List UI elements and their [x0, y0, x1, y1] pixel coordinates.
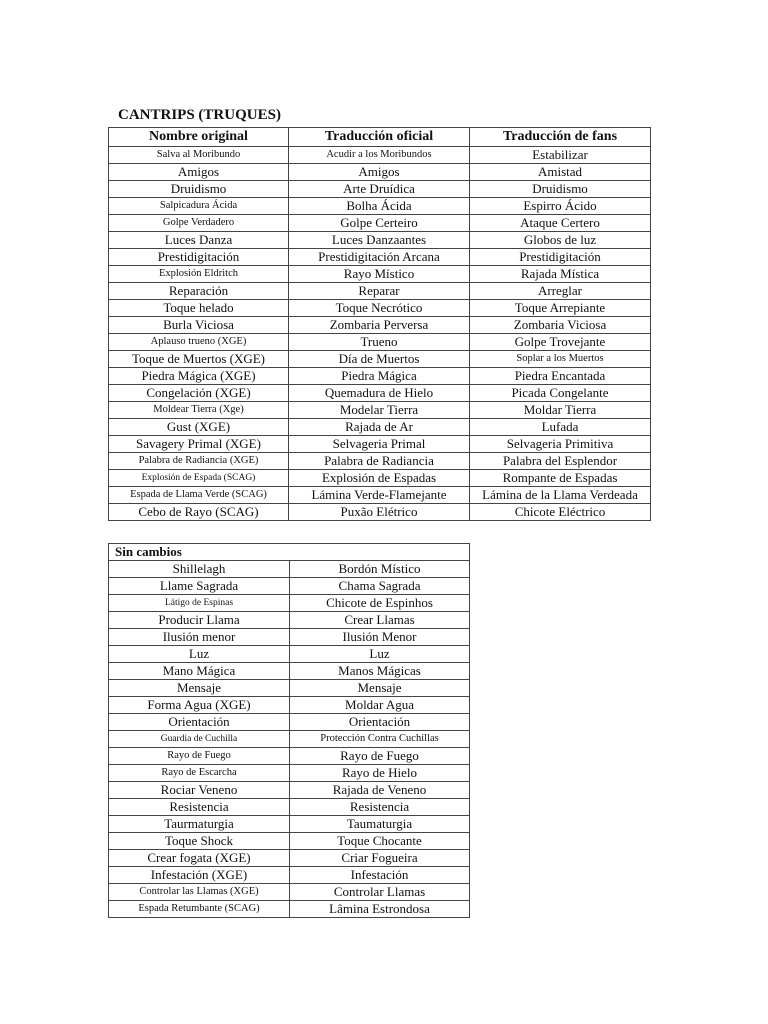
section-header-unchanged: Sin cambios: [109, 544, 470, 561]
page-title: CANTRIPS (TRUQUES): [118, 107, 281, 123]
translation-cell: Chama Sagrada: [290, 578, 470, 595]
translation-cell: Criar Fogueira: [290, 850, 470, 867]
official-translation-cell: Luces Danzaantes: [289, 232, 470, 249]
unchanged-table-body: [109, 544, 470, 918]
fan-translation-cell: Soplar a los Muertos: [470, 351, 651, 368]
translation-cell: Crear Llamas: [290, 612, 470, 629]
official-translation-cell: Rayo Místico: [289, 266, 470, 283]
fan-translation-cell: Prestidigitación: [470, 249, 651, 266]
original-name-cell: Druidismo: [109, 181, 289, 198]
table-row: [109, 816, 470, 833]
original-name-cell: Ilusión menor: [109, 629, 290, 646]
fan-translation-cell: Amistad: [470, 164, 651, 181]
original-name-cell: Rayo de Escarcha: [109, 765, 290, 782]
fan-translation-cell: Estabilizar: [470, 147, 651, 164]
fan-translation-cell: Selvageria Primitiva: [470, 436, 651, 453]
table-row: [109, 867, 470, 884]
translation-cell: Luz: [290, 646, 470, 663]
original-name-cell: Rociar Veneno: [109, 782, 290, 799]
original-name-cell: Salpicadura Ácida: [109, 198, 289, 215]
original-name-cell: Taurmaturgia: [109, 816, 290, 833]
original-name-cell: Luces Danza: [109, 232, 289, 249]
table-row: [109, 470, 651, 487]
translation-cell: Resistencia: [290, 799, 470, 816]
fan-translation-cell: Druidismo: [470, 181, 651, 198]
original-name-cell: Congelación (XGE): [109, 385, 289, 402]
fan-translation-cell: Globos de luz: [470, 232, 651, 249]
table-row: [109, 646, 470, 663]
official-translation-cell: Prestidigitación Arcana: [289, 249, 470, 266]
original-name-cell: Palabra de Radiancia (XGE): [109, 453, 289, 470]
table-row: [109, 487, 651, 504]
fan-translation-cell: Lufada: [470, 419, 651, 436]
original-name-cell: Luz: [109, 646, 290, 663]
original-name-cell: Resistencia: [109, 799, 290, 816]
table-row: [109, 578, 470, 595]
original-name-cell: Forma Agua (XGE): [109, 697, 290, 714]
translation-cell: Rayo de Fuego: [290, 748, 470, 765]
table-row: [109, 714, 470, 731]
original-name-cell: Burla Viciosa: [109, 317, 289, 334]
official-translation-cell: Selvageria Primal: [289, 436, 470, 453]
table-row: [109, 368, 651, 385]
column-header-original: Nombre original: [109, 128, 289, 147]
official-translation-cell: Arte Druídica: [289, 181, 470, 198]
original-name-cell: Crear fogata (XGE): [109, 850, 290, 867]
official-translation-cell: Día de Muertos: [289, 351, 470, 368]
cantrips-table: [108, 127, 651, 521]
table-row: [109, 232, 651, 249]
original-name-cell: Explosión Eldritch: [109, 266, 289, 283]
fan-translation-cell: Toque Arrepiante: [470, 300, 651, 317]
table-row: [109, 283, 651, 300]
official-translation-cell: Piedra Mágica: [289, 368, 470, 385]
fan-translation-cell: Picada Congelante: [470, 385, 651, 402]
table-row: [109, 181, 651, 198]
translation-cell: Lâmina Estrondosa: [290, 901, 470, 918]
table-row: [109, 663, 470, 680]
fan-translation-cell: Ataque Certero: [470, 215, 651, 232]
original-name-cell: Cebo de Rayo (SCAG): [109, 504, 289, 521]
translation-cell: Ilusión Menor: [290, 629, 470, 646]
fan-translation-cell: Arreglar: [470, 283, 651, 300]
table-row: [109, 612, 470, 629]
table-row: [109, 697, 470, 714]
original-name-cell: Explosión de Espada (SCAG): [109, 470, 289, 487]
original-name-cell: Espada Retumbante (SCAG): [109, 901, 290, 918]
translation-cell: Manos Mágicas: [290, 663, 470, 680]
table-row: [109, 351, 651, 368]
original-name-cell: Piedra Mágica (XGE): [109, 368, 289, 385]
table-row: [109, 266, 651, 283]
original-name-cell: Golpe Verdadero: [109, 215, 289, 232]
original-name-cell: Aplauso trueno (XGE): [109, 334, 289, 351]
fan-translation-cell: Palabra del Esplendor: [470, 453, 651, 470]
official-translation-cell: Trueno: [289, 334, 470, 351]
fan-translation-cell: Piedra Encantada: [470, 368, 651, 385]
column-header-official: Traducción oficial: [289, 128, 470, 147]
original-name-cell: Moldear Tierra (Xge): [109, 402, 289, 419]
original-name-cell: Mensaje: [109, 680, 290, 697]
table-row: [109, 731, 470, 748]
table-row: [109, 215, 651, 232]
original-name-cell: Toque Shock: [109, 833, 290, 850]
original-name-cell: Controlar las Llamas (XGE): [109, 884, 290, 901]
table-header-row: [109, 128, 651, 147]
official-translation-cell: Rajada de Ar: [289, 419, 470, 436]
table-row: [109, 300, 651, 317]
original-name-cell: Prestidigitación: [109, 249, 289, 266]
table-row: [109, 385, 651, 402]
translation-cell: Rajada de Veneno: [290, 782, 470, 799]
official-translation-cell: Reparar: [289, 283, 470, 300]
translation-cell: Protección Contra Cuchillas: [290, 731, 470, 748]
original-name-cell: Látigo de Espinas: [109, 595, 290, 612]
table-row: [109, 249, 651, 266]
original-name-cell: Salva al Moribundo: [109, 147, 289, 164]
official-translation-cell: Lámina Verde-Flamejante: [289, 487, 470, 504]
translation-cell: Moldar Agua: [290, 697, 470, 714]
table-row: [109, 317, 651, 334]
official-translation-cell: Zombaria Perversa: [289, 317, 470, 334]
table-row: [109, 561, 470, 578]
original-name-cell: Llame Sagrada: [109, 578, 290, 595]
table-row: [109, 782, 470, 799]
official-translation-cell: Toque Necrótico: [289, 300, 470, 317]
original-name-cell: Rayo de Fuego: [109, 748, 290, 765]
translation-cell: Infestación: [290, 867, 470, 884]
original-name-cell: Orientación: [109, 714, 290, 731]
translation-cell: Orientación: [290, 714, 470, 731]
fan-translation-cell: Zombaria Viciosa: [470, 317, 651, 334]
translation-cell: Chicote de Espinhos: [290, 595, 470, 612]
fan-translation-cell: Rompante de Espadas: [470, 470, 651, 487]
official-translation-cell: Bolha Ácida: [289, 198, 470, 215]
official-translation-cell: Golpe Certeiro: [289, 215, 470, 232]
table-row: [109, 595, 470, 612]
official-translation-cell: Modelar Tierra: [289, 402, 470, 419]
original-name-cell: Shillelagh: [109, 561, 290, 578]
official-translation-cell: Explosión de Espadas: [289, 470, 470, 487]
official-translation-cell: Amigos: [289, 164, 470, 181]
official-translation-cell: Acudir a los Moribundos: [289, 147, 470, 164]
original-name-cell: Gust (XGE): [109, 419, 289, 436]
table-row: [109, 436, 651, 453]
table-row: [109, 799, 470, 816]
table-row: [109, 164, 651, 181]
original-name-cell: Mano Mágica: [109, 663, 290, 680]
original-name-cell: Amigos: [109, 164, 289, 181]
fan-translation-cell: Chicote Eléctrico: [470, 504, 651, 521]
original-name-cell: Infestación (XGE): [109, 867, 290, 884]
translation-cell: Toque Chocante: [290, 833, 470, 850]
table-row: [109, 334, 651, 351]
table-row: [109, 901, 470, 918]
translation-cell: Rayo de Hielo: [290, 765, 470, 782]
unchanged-table: [108, 543, 470, 918]
translation-cell: Controlar Llamas: [290, 884, 470, 901]
original-name-cell: Guardia de Cuchilla: [109, 731, 290, 748]
fan-translation-cell: Moldar Tierra: [470, 402, 651, 419]
column-header-fans: Traducción de fans: [470, 128, 651, 147]
translation-cell: Taumaturgia: [290, 816, 470, 833]
original-name-cell: Reparación: [109, 283, 289, 300]
fan-translation-cell: Rajada Mística: [470, 266, 651, 283]
fan-translation-cell: Lámina de la Llama Verdeada: [470, 487, 651, 504]
original-name-cell: Espada de Llama Verde (SCAG): [109, 487, 289, 504]
fan-translation-cell: Golpe Trovejante: [470, 334, 651, 351]
table-row: [109, 453, 651, 470]
table-row: [109, 884, 470, 901]
table-row: [109, 629, 470, 646]
table-row: [109, 748, 470, 765]
official-translation-cell: Palabra de Radiancia: [289, 453, 470, 470]
official-translation-cell: Puxão Elétrico: [289, 504, 470, 521]
cantrips-table-body: [109, 147, 651, 521]
original-name-cell: Savagery Primal (XGE): [109, 436, 289, 453]
table-row: [109, 850, 470, 867]
table-row: [109, 402, 651, 419]
table-row: [109, 833, 470, 850]
section-header-row: [109, 544, 470, 561]
table-row: [109, 147, 651, 164]
table-row: [109, 419, 651, 436]
translation-cell: Bordón Místico: [290, 561, 470, 578]
translation-cell: Mensaje: [290, 680, 470, 697]
original-name-cell: Toque de Muertos (XGE): [109, 351, 289, 368]
table-row: [109, 680, 470, 697]
table-row: [109, 198, 651, 215]
original-name-cell: Producir Llama: [109, 612, 290, 629]
official-translation-cell: Quemadura de Hielo: [289, 385, 470, 402]
table-row: [109, 765, 470, 782]
fan-translation-cell: Espirro Ácido: [470, 198, 651, 215]
original-name-cell: Toque helado: [109, 300, 289, 317]
table-row: [109, 504, 651, 521]
